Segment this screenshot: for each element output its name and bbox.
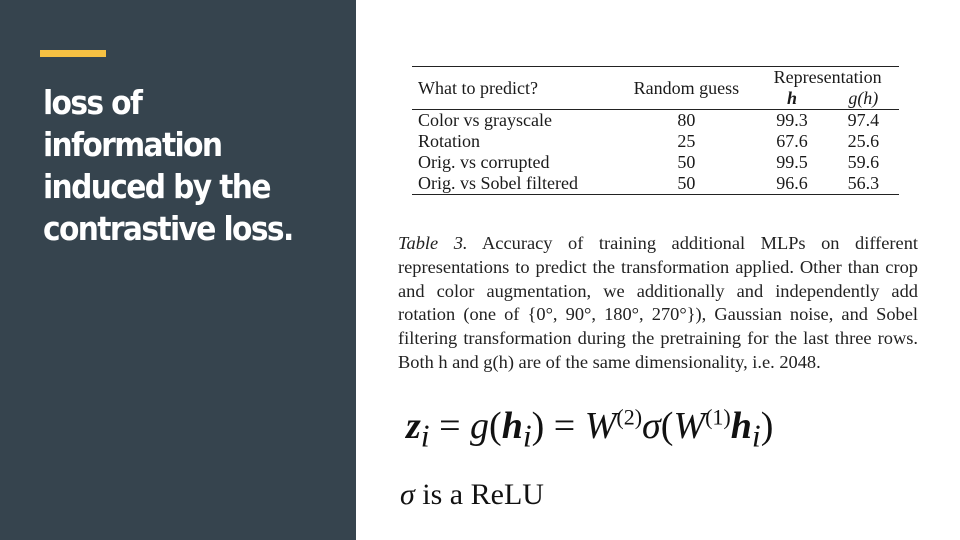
table-row — [412, 152, 899, 173]
table-header-row — [412, 67, 899, 89]
results-table — [412, 66, 899, 195]
cell-gh: 56.3 — [847, 173, 880, 193]
cell-random: 80 — [677, 110, 696, 130]
cell-h: 67.6 — [776, 131, 808, 151]
title-panel — [0, 0, 356, 540]
cell-random: 50 — [677, 173, 696, 193]
table-row — [412, 173, 899, 195]
cell-h: 99.5 — [776, 152, 808, 172]
slide-title: loss of information induced by the contrastive loss. — [43, 83, 293, 248]
cell-task: Orig. vs corrupted — [418, 152, 550, 172]
header-gh: g(h) — [848, 88, 879, 108]
accent-bar — [40, 50, 106, 57]
header-random-guess: Random guess — [633, 77, 740, 98]
cell-task: Rotation — [418, 131, 480, 151]
cell-random: 25 — [677, 131, 696, 151]
table-row — [412, 110, 899, 132]
cell-gh: 59.6 — [847, 152, 880, 172]
cell-gh: 25.6 — [847, 131, 880, 151]
header-h: h — [786, 88, 797, 108]
table-row — [412, 131, 899, 152]
caption-text: Accuracy of training additional MLPs on different representations to predict the transformation applied. Other than crop and color augmentation, we additionally and independently add rotation (one of {0°, 90°, 180°, 270°}), Gaussian noise, and Sobel filtering transformation during the pretraining for the last three rows. Both h and g(h) are of the same dimensionality, i.e. 2048. — [398, 233, 918, 372]
header-representation: Representation — [773, 67, 882, 87]
relu-note — [400, 478, 544, 512]
cell-task: Orig. vs Sobel filtered — [418, 173, 578, 193]
table-body — [412, 110, 899, 195]
cell-h: 96.6 — [776, 173, 808, 193]
equation: $z_i = g(h_i) = W^{(2)}\sigma(W^{(1)}h_i)$ — [406, 404, 774, 454]
header-what-to-predict: What to predict? — [418, 77, 538, 98]
table-caption — [398, 232, 918, 375]
sigma-symbol: σ — [400, 478, 415, 511]
cell-task: Color vs grayscale — [418, 110, 552, 130]
cell-gh: 97.4 — [847, 110, 880, 130]
caption-label: Table 3. — [398, 233, 468, 253]
cell-h: 99.3 — [776, 110, 808, 130]
cell-random: 50 — [677, 152, 696, 172]
relu-note-text: is a ReLU — [422, 478, 544, 511]
